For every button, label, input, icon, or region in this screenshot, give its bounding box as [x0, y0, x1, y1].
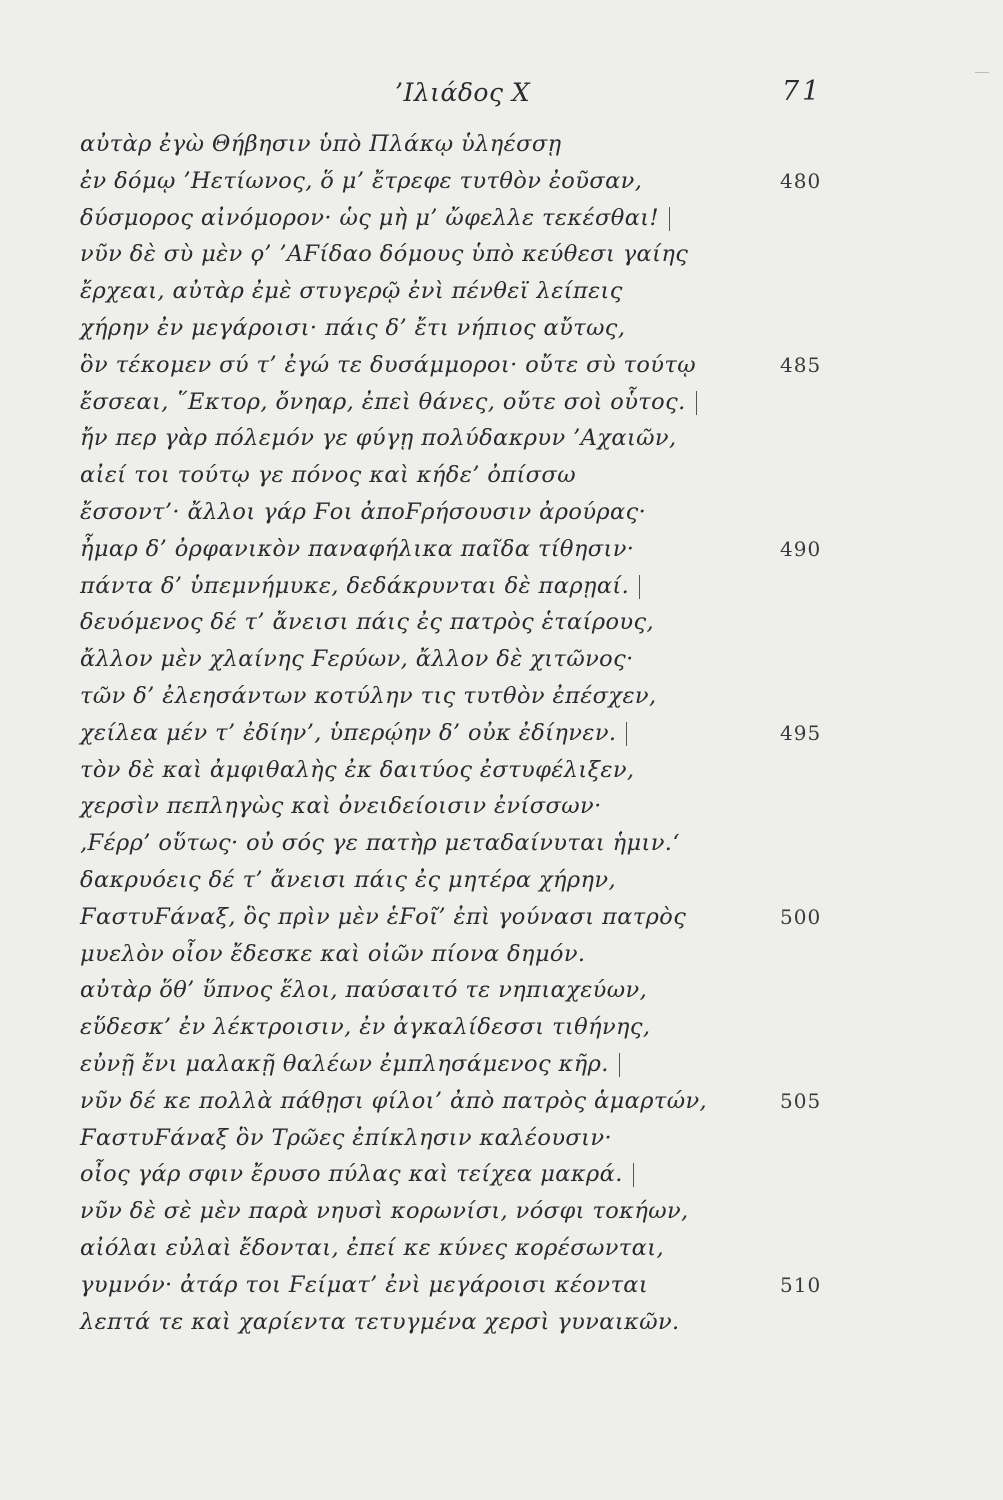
verse-text: ἤν περ γὰρ πόλεμόν γε φύγῃ πολύδακρυν ’Αχαιῶν,: [80, 425, 677, 452]
verse-line: [80, 862, 840, 899]
verse-line: [80, 1267, 840, 1304]
section-divider-mark: [619, 1053, 620, 1077]
verse-line: [80, 1120, 840, 1157]
verse-text: ἄλλον μὲν χλαίνης Ϝερύων, ἄλλον δὲ χιτῶνος·: [80, 646, 634, 673]
verse-text: αἰόλαι εὐλαὶ ἔδονται, ἐπεί κε κύνες κορέσωνται,: [80, 1234, 665, 1261]
verse-text: ‚Ϝέρρ’ οὕτως· οὐ σός γε πατὴρ μεταδαίνυται ἡμιν.‘: [80, 830, 680, 857]
verse-text: ἦμαρ δ’ ὀρφανικὸν παναφήλικα παῖδα τίθησιν·: [80, 535, 635, 562]
section-divider-mark: [639, 575, 640, 599]
verse-line: [80, 1156, 840, 1193]
verse-line: [80, 568, 840, 605]
verse-line: [80, 310, 840, 347]
verse-line: [80, 236, 840, 273]
verse-text: αἰεί τοι τούτῳ γε πόνος καὶ κήδε’ ὀπίσσω: [80, 462, 576, 489]
line-number: 480: [780, 168, 822, 193]
verse-line: [80, 936, 840, 973]
verse-line: [80, 420, 840, 457]
verse-line: [80, 347, 840, 384]
line-number: 510: [780, 1272, 822, 1297]
verse-text: δευόμενος δέ τ’ ἄνεισι πάις ἐς πατρὸς ἑταίρους,: [80, 609, 655, 636]
verse-text: λεπτά τε καὶ χαρίεντα τετυγμένα χερσὶ γυναικῶν.: [80, 1308, 680, 1335]
verse-text: τὸν δὲ καὶ ἀμφιθαλὴς ἐκ δαιτύος ἐστυφέλιξεν,: [80, 756, 635, 783]
verse-line: [80, 641, 840, 678]
line-number: 500: [780, 904, 822, 929]
verse-text: ὃν τέκομεν σύ τ’ ἐγώ τε δυσάμμοροι· οὔτε σὺ τούτῳ: [80, 351, 696, 378]
verse-line: [80, 1230, 840, 1267]
verse-line: [80, 788, 840, 825]
verse-line: [80, 1046, 840, 1083]
verse-text: ϜαστυϜάναξ, ὃς πρὶν μὲν ἑϜοῖ’ ἐπὶ γούνασι πατρὸς: [80, 903, 687, 930]
verse-text: οἶος γάρ σφιν ἔρυσο πύλας καὶ τείχεα μακρά.: [80, 1161, 623, 1188]
verse-text: χείλεα μέν τ’ ἐδίην’, ὑπερῴην δ’ οὐκ ἐδίηνεν.: [80, 719, 617, 746]
page-number: 71: [782, 76, 823, 107]
section-divider-mark: [696, 391, 697, 415]
verse-line: [80, 678, 840, 715]
verse-block: [80, 126, 840, 1340]
verse-line: [80, 384, 840, 421]
verse-text: ἔσσεαι, ῞Εκτορ, ὄνηαρ, ἐπεὶ θάνες, οὔτε σοὶ οὗτος.: [80, 388, 686, 415]
verse-line: [80, 899, 840, 936]
verse-line: [80, 457, 840, 494]
line-number: 495: [780, 720, 822, 745]
verse-text: αὐτὰρ ὅθ’ ὕπνος ἕλοι, παύσαιτό τε νηπιαχεύων,: [80, 977, 648, 1004]
verse-text: χήρην ἐν μεγάροισι· πάις δ’ ἔτι νήπιος αὔτως,: [80, 314, 626, 341]
verse-text: γυμνόν· ἀτάρ τοι Ϝείματ’ ἐνὶ μεγάροισι κέονται: [80, 1271, 649, 1298]
line-number: 490: [780, 536, 822, 561]
verse-text: νῦν δὲ σὲ μὲν παρὰ νηυσὶ κορωνίσι, νόσφι τοκήων,: [80, 1198, 689, 1225]
verse-line: [80, 163, 840, 200]
verse-text: νῦν δὲ σὺ μὲν ϙ’ ’ΑϜίδαο δόμους ὑπὸ κεύθεσι γαίης: [80, 241, 689, 268]
running-title: ’Ιλιάδος X: [395, 78, 531, 107]
verse-line: [80, 1193, 840, 1230]
verse-line: [80, 273, 840, 310]
verse-text: νῦν δέ κε πολλὰ πάθῃσι φίλοι’ ἀπὸ πατρὸς ἁμαρτών,: [80, 1087, 708, 1114]
verse-line: [80, 752, 840, 789]
verse-text: ἔρχεαι, αὐτὰρ ἐμὲ στυγερῷ ἐνὶ πένθεϊ λείπεις: [80, 278, 623, 305]
verse-line: [80, 1304, 840, 1341]
verse-text: τῶν δ’ ἐλεησάντων κοτύλην τις τυτθὸν ἐπέσχεν,: [80, 682, 657, 709]
verse-line: [80, 1009, 840, 1046]
verse-line: [80, 825, 840, 862]
verse-text: αὐτὰρ ἐγὼ Θήβησιν ὑπὸ Πλάκῳ ὑληέσσῃ: [80, 131, 562, 157]
section-divider-mark: [626, 722, 627, 746]
verse-line: [80, 531, 840, 568]
verse-text: εὐνῇ ἔνι μαλακῇ θαλέων ἐμπλησάμενος κῆρ.: [80, 1050, 609, 1077]
verse-line: [80, 715, 840, 752]
verse-text: ϜαστυϜάναξ ὃν Τρῶες ἐπίκλησιν καλέουσιν·: [80, 1124, 613, 1151]
verse-text: χερσὶν πεπληγὼς καὶ ὀνειδείοισιν ἐνίσσων·: [80, 793, 602, 820]
verse-line: [80, 972, 840, 1009]
verse-text: δύσμορος αἰνόμορον· ὡς μὴ μ’ ὤφελλε τεκέσθαι!: [80, 204, 659, 231]
line-number: 505: [780, 1088, 822, 1113]
verse-line: [80, 1083, 840, 1120]
page-edge-mark: [975, 72, 989, 73]
verse-line: [80, 604, 840, 641]
verse-line: [80, 494, 840, 531]
verse-line: [80, 126, 840, 163]
verse-text: μυελὸν οἶον ἔδεσκε καὶ οἰῶν πίονα δημόν.: [80, 940, 586, 967]
section-divider-mark: [633, 1163, 634, 1187]
section-divider-mark: [669, 207, 670, 231]
verse-text: δακρυόεις δέ τ’ ἄνεισι πάις ἐς μητέρα χήρην,: [80, 866, 617, 893]
verse-text: ἐν δόμῳ ’Ηετίωνος, ὅ μ’ ἔτρεφε τυτθὸν ἐοῦσαν,: [80, 167, 643, 194]
line-number: 485: [780, 352, 822, 377]
verse-text: ἔσσοντ’· ἄλλοι γάρ Ϝοι ἀποϜρήσουσιν ἀρούρας·: [80, 498, 647, 525]
verse-line: [80, 200, 840, 237]
verse-text: πάντα δ’ ὑπεμνήμυκε, δεδάκρυνται δὲ παρῃαί.: [80, 572, 630, 599]
verse-text: εὕδεσκ’ ἐν λέκτροισιν, ἐν ἀγκαλίδεσσι τιθήνης,: [80, 1014, 651, 1041]
